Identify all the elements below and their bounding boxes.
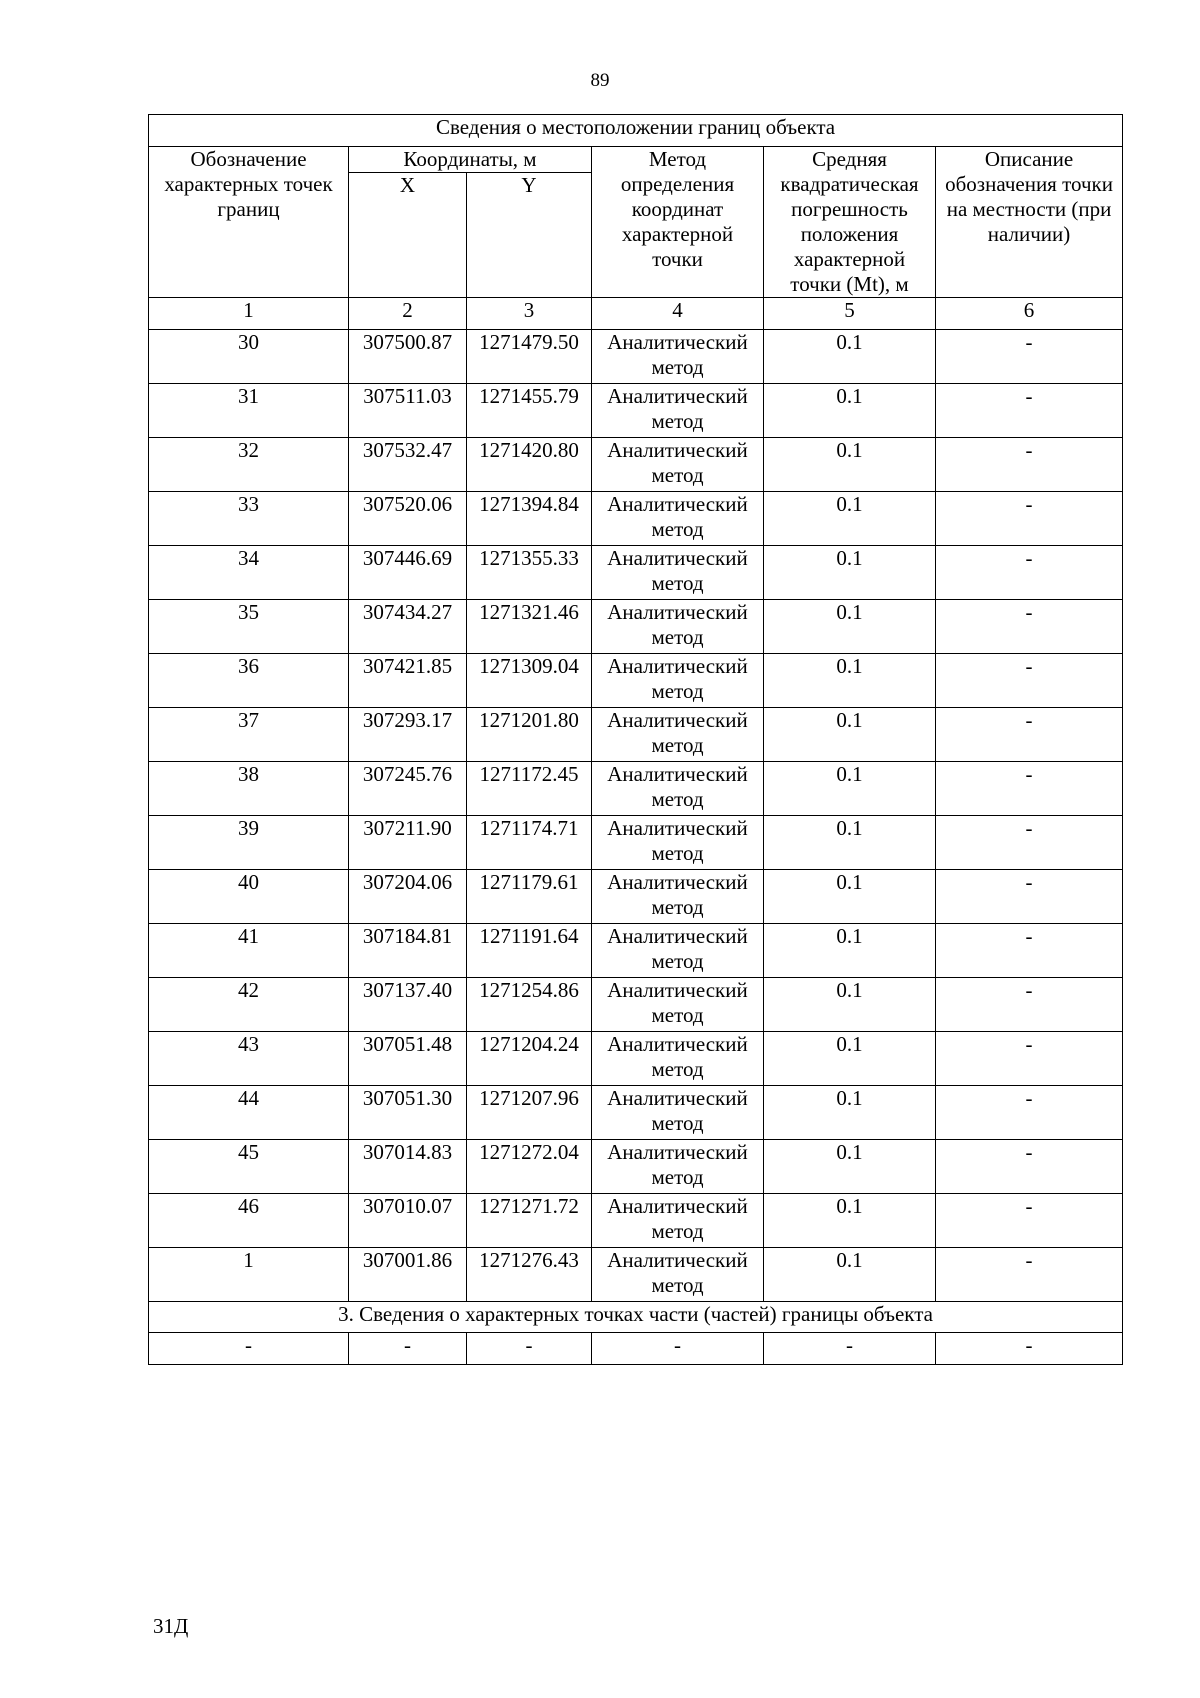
- section-3-cell: -: [149, 1333, 349, 1365]
- cell-error: 0.1: [764, 870, 936, 924]
- cell-desc: -: [936, 438, 1123, 492]
- cell-desc: -: [936, 1248, 1123, 1302]
- section-3-cell: -: [592, 1333, 764, 1365]
- page-number: 89: [590, 70, 610, 91]
- cell-error: 0.1: [764, 1032, 936, 1086]
- cell-x: 307511.03: [349, 384, 467, 438]
- cell-method: Аналитический метод: [592, 330, 764, 384]
- table-row: [149, 1032, 1123, 1086]
- table-row: [149, 762, 1123, 816]
- cell-method: Аналитический метод: [592, 1086, 764, 1140]
- header-method: Метод определения координат характерной точки: [592, 147, 764, 298]
- cell-y: 1271207.96: [467, 1086, 592, 1140]
- cell-desc: -: [936, 384, 1123, 438]
- table-row: [149, 438, 1123, 492]
- section-3-title: 3. Сведения о характерных точках части (частей) границы объекта: [149, 1302, 1123, 1333]
- cell-x: 307051.30: [349, 1086, 467, 1140]
- cell-method: Аналитический метод: [592, 654, 764, 708]
- cell-method: Аналитический метод: [592, 816, 764, 870]
- cell-x: 307421.85: [349, 654, 467, 708]
- cell-point: 36: [149, 654, 349, 708]
- cell-error: 0.1: [764, 1140, 936, 1194]
- cell-y: 1271355.33: [467, 546, 592, 600]
- cell-error: 0.1: [764, 654, 936, 708]
- cell-y: 1271204.24: [467, 1032, 592, 1086]
- column-number-row: [149, 298, 1123, 330]
- cell-method: Аналитический метод: [592, 870, 764, 924]
- cell-desc: -: [936, 816, 1123, 870]
- boundary-table: [148, 114, 1123, 1365]
- cell-point: 38: [149, 762, 349, 816]
- cell-point: 33: [149, 492, 349, 546]
- cell-y: 1271479.50: [467, 330, 592, 384]
- cell-method: Аналитический метод: [592, 600, 764, 654]
- header-x: X: [349, 173, 467, 298]
- header-y: Y: [467, 173, 592, 298]
- table-row: [149, 654, 1123, 708]
- cell-point: 42: [149, 978, 349, 1032]
- cell-x: 307014.83: [349, 1140, 467, 1194]
- cell-point: 45: [149, 1140, 349, 1194]
- cell-x: 307137.40: [349, 978, 467, 1032]
- cell-y: 1271179.61: [467, 870, 592, 924]
- cell-y: 1271420.80: [467, 438, 592, 492]
- column-number: 3: [467, 298, 592, 330]
- table-header-row: [149, 147, 1123, 173]
- cell-method: Аналитический метод: [592, 708, 764, 762]
- cell-method: Аналитический метод: [592, 1032, 764, 1086]
- footer-code: 31Д: [153, 1614, 189, 1638]
- cell-point: 30: [149, 330, 349, 384]
- cell-point: 41: [149, 924, 349, 978]
- section-3-cell: -: [349, 1333, 467, 1365]
- cell-x: 307051.48: [349, 1032, 467, 1086]
- cell-point: 44: [149, 1086, 349, 1140]
- cell-method: Аналитический метод: [592, 546, 764, 600]
- cell-x: 307446.69: [349, 546, 467, 600]
- cell-desc: -: [936, 708, 1123, 762]
- table-title-row: [149, 115, 1123, 147]
- table-row: [149, 1086, 1123, 1140]
- cell-desc: -: [936, 600, 1123, 654]
- column-number: 4: [592, 298, 764, 330]
- cell-y: 1271276.43: [467, 1248, 592, 1302]
- cell-desc: -: [936, 1086, 1123, 1140]
- cell-error: 0.1: [764, 708, 936, 762]
- cell-error: 0.1: [764, 546, 936, 600]
- header-point: Обозначение характерных точек границ: [149, 147, 349, 298]
- cell-desc: -: [936, 924, 1123, 978]
- cell-method: Аналитический метод: [592, 492, 764, 546]
- cell-error: 0.1: [764, 1086, 936, 1140]
- cell-y: 1271271.72: [467, 1194, 592, 1248]
- section-3-cell: -: [467, 1333, 592, 1365]
- cell-point: 43: [149, 1032, 349, 1086]
- table-row: [149, 978, 1123, 1032]
- header-error: Средняя квадратическая погрешность положения характерной точки (Mt), м: [764, 147, 936, 298]
- table-row: [149, 384, 1123, 438]
- cell-method: Аналитический метод: [592, 384, 764, 438]
- cell-error: 0.1: [764, 600, 936, 654]
- cell-y: 1271172.45: [467, 762, 592, 816]
- cell-x: 307184.81: [349, 924, 467, 978]
- table-title: Сведения о местоположении границ объекта: [149, 115, 1123, 147]
- cell-x: 307434.27: [349, 600, 467, 654]
- header-coords: Координаты, м: [349, 147, 592, 173]
- cell-y: 1271191.64: [467, 924, 592, 978]
- table-row: [149, 1140, 1123, 1194]
- cell-method: Аналитический метод: [592, 1248, 764, 1302]
- cell-point: 1: [149, 1248, 349, 1302]
- cell-point: 35: [149, 600, 349, 654]
- cell-y: 1271455.79: [467, 384, 592, 438]
- cell-desc: -: [936, 1194, 1123, 1248]
- cell-y: 1271254.86: [467, 978, 592, 1032]
- cell-point: 31: [149, 384, 349, 438]
- table-row: [149, 924, 1123, 978]
- table-row: [149, 600, 1123, 654]
- cell-point: 40: [149, 870, 349, 924]
- table-row: [149, 708, 1123, 762]
- table-row: [149, 492, 1123, 546]
- column-number: 5: [764, 298, 936, 330]
- boundary-table-body: [149, 115, 1123, 1365]
- column-number: 1: [149, 298, 349, 330]
- table-row: [149, 1248, 1123, 1302]
- cell-error: 0.1: [764, 492, 936, 546]
- cell-point: 39: [149, 816, 349, 870]
- cell-error: 0.1: [764, 762, 936, 816]
- cell-x: 307520.06: [349, 492, 467, 546]
- section-3-row: [149, 1302, 1123, 1333]
- cell-x: 307293.17: [349, 708, 467, 762]
- cell-x: 307001.86: [349, 1248, 467, 1302]
- cell-x: 307204.06: [349, 870, 467, 924]
- cell-x: 307211.90: [349, 816, 467, 870]
- cell-method: Аналитический метод: [592, 924, 764, 978]
- cell-error: 0.1: [764, 330, 936, 384]
- cell-desc: -: [936, 1032, 1123, 1086]
- cell-x: 307532.47: [349, 438, 467, 492]
- header-desc: Описание обозначения точки на местности (при наличии): [936, 147, 1123, 298]
- cell-desc: -: [936, 762, 1123, 816]
- table-row: [149, 870, 1123, 924]
- cell-y: 1271174.71: [467, 816, 592, 870]
- cell-y: 1271201.80: [467, 708, 592, 762]
- cell-desc: -: [936, 1140, 1123, 1194]
- cell-x: 307500.87: [349, 330, 467, 384]
- cell-method: Аналитический метод: [592, 1140, 764, 1194]
- cell-desc: -: [936, 330, 1123, 384]
- table-row: [149, 546, 1123, 600]
- table-row: [149, 816, 1123, 870]
- column-number: 2: [349, 298, 467, 330]
- cell-point: 37: [149, 708, 349, 762]
- cell-y: 1271272.04: [467, 1140, 592, 1194]
- cell-method: Аналитический метод: [592, 978, 764, 1032]
- cell-desc: -: [936, 492, 1123, 546]
- column-number: 6: [936, 298, 1123, 330]
- cell-method: Аналитический метод: [592, 1194, 764, 1248]
- cell-point: 34: [149, 546, 349, 600]
- table-row: [149, 330, 1123, 384]
- cell-x: 307245.76: [349, 762, 467, 816]
- cell-error: 0.1: [764, 1248, 936, 1302]
- cell-desc: -: [936, 870, 1123, 924]
- cell-point: 32: [149, 438, 349, 492]
- section-3-cell: -: [936, 1333, 1123, 1365]
- cell-desc: -: [936, 654, 1123, 708]
- cell-error: 0.1: [764, 438, 936, 492]
- cell-error: 0.1: [764, 978, 936, 1032]
- cell-x: 307010.07: [349, 1194, 467, 1248]
- cell-error: 0.1: [764, 384, 936, 438]
- cell-y: 1271394.84: [467, 492, 592, 546]
- section-3-empty-row: [149, 1333, 1123, 1365]
- cell-point: 46: [149, 1194, 349, 1248]
- cell-desc: -: [936, 978, 1123, 1032]
- cell-method: Аналитический метод: [592, 438, 764, 492]
- table-row: [149, 1194, 1123, 1248]
- cell-error: 0.1: [764, 1194, 936, 1248]
- cell-error: 0.1: [764, 816, 936, 870]
- cell-desc: -: [936, 546, 1123, 600]
- cell-y: 1271309.04: [467, 654, 592, 708]
- cell-error: 0.1: [764, 924, 936, 978]
- cell-method: Аналитический метод: [592, 762, 764, 816]
- section-3-cell: -: [764, 1333, 936, 1365]
- cell-y: 1271321.46: [467, 600, 592, 654]
